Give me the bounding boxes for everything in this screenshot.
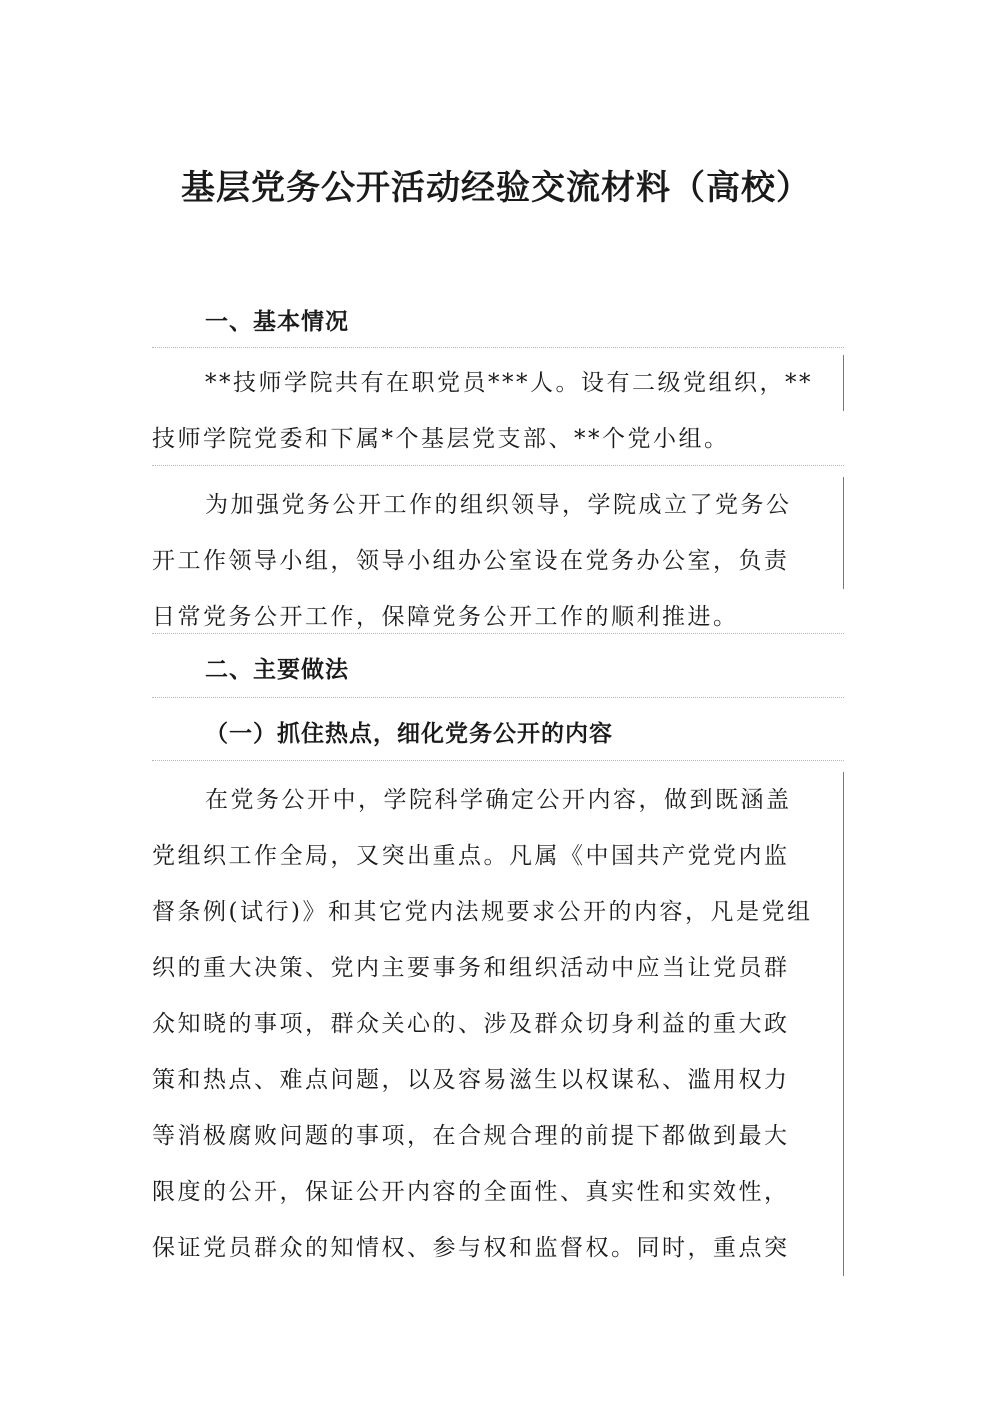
divider: [152, 465, 844, 466]
subheading-hotspots: （一）抓住热点，细化党务公开的内容: [205, 721, 613, 747]
paragraph-line: 党组织工作全局，又突出重点。凡属《中国共产党党内监: [152, 828, 844, 884]
paragraph-line: 开工作领导小组，领导小组办公室设在党务办公室，负责: [152, 533, 844, 589]
section-heading-main-practices: 二、主要做法: [205, 657, 349, 683]
divider: [152, 697, 844, 698]
paragraph-leadership-group: [152, 477, 844, 645]
section-heading-basic-situation: 一、基本情况: [205, 309, 349, 335]
paragraph-line: 技师学院党委和下属*个基层党支部、**个党小组。: [152, 426, 730, 452]
paragraph-line: 等消极腐败问题的事项，在合规合理的前提下都做到最大: [152, 1108, 844, 1164]
divider: [152, 347, 844, 348]
paragraph-line: 众知晓的事项，群众关心的、涉及群众切身利益的重大政: [152, 996, 844, 1052]
paragraph-disclosure-content: [152, 772, 844, 1276]
paragraph-line: 日常党务公开工作，保障党务公开工作的顺利推进。: [152, 604, 739, 630]
paragraph-line: 策和热点、难点问题，以及容易滋生以权谋私、滥用权力: [152, 1052, 844, 1108]
paragraph-line: 督条例(试行)》和其它党内法规要求公开的内容，凡是党组: [152, 884, 844, 940]
divider: [152, 760, 844, 761]
paragraph-party-members: [152, 355, 844, 467]
document-title: 基层党务公开活动经验交流材料（高校）: [181, 168, 811, 208]
paragraph-line: **技师学院共有在职党员***人。设有二级党组织，**: [152, 355, 844, 411]
paragraph-line: 限度的公开，保证公开内容的全面性、真实性和实效性，: [152, 1164, 844, 1220]
paragraph-line: 织的重大决策、党内主要事务和组织活动中应当让党员群: [152, 940, 844, 996]
paragraph-line: 在党务公开中，学院科学确定公开内容，做到既涵盖: [152, 772, 844, 828]
divider: [152, 633, 844, 634]
paragraph-line: 为加强党务公开工作的组织领导，学院成立了党务公: [152, 477, 844, 533]
paragraph-line: 保证党员群众的知情权、参与权和监督权。同时，重点突: [152, 1220, 844, 1276]
